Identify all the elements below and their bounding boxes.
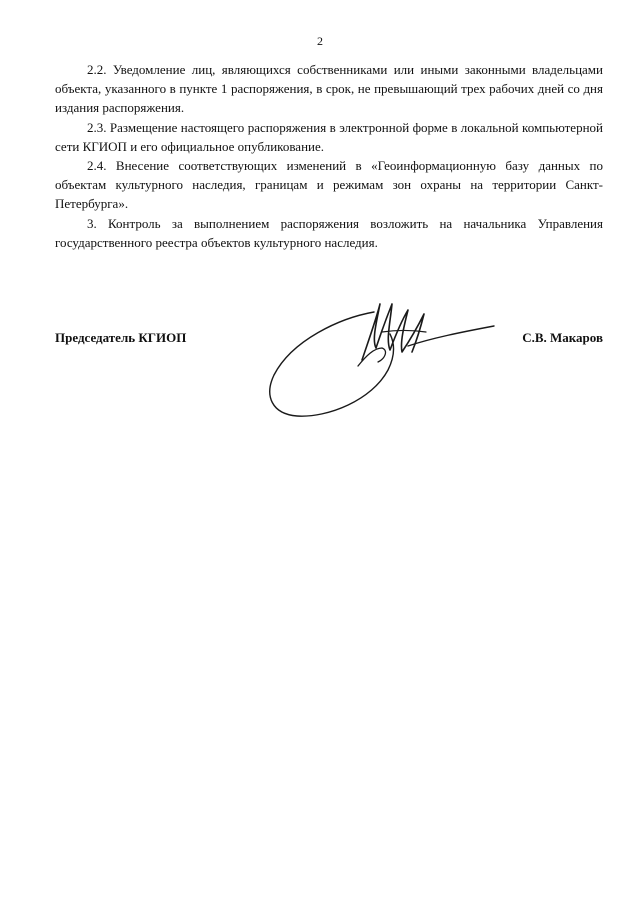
- handwritten-signature: [262, 290, 502, 430]
- page-number: 2: [317, 34, 323, 48]
- paragraph-3: 3. Контроль за выполнением распоряжения возложить на начальника Управления государственного реестра объектов культурного наследия.: [55, 215, 603, 250]
- document-body: [55, 60, 603, 252]
- signer-name: С.В. Макаров: [522, 330, 603, 345]
- signer-title: Председатель КГИОП: [55, 330, 187, 345]
- signature-accent-stroke: [382, 331, 426, 333]
- paragraph-2-3: 2.3. Размещение настоящего распоряжения в электронной форме в локальной компьютерной сети КГИОП и его официальное опубликование.: [55, 119, 603, 154]
- paragraph-2-4: 2.4. Внесение соответствующих изменений в «Геоинформационную базу данных по объектам культурного наследия, границам и режимам зон охраны на территории Санкт-Петербурга».: [55, 158, 603, 212]
- signature-hook-stroke: [358, 348, 385, 366]
- signature-tail-stroke: [408, 326, 494, 346]
- paragraph-2-2: 2.2. Уведомление лиц, являющихся собственниками или иными законными владельцами объекта, указанного в пункте 1 распоряжения, в срок, не превышающий трех рабочих дней со дня издания распоряжения.: [55, 62, 603, 116]
